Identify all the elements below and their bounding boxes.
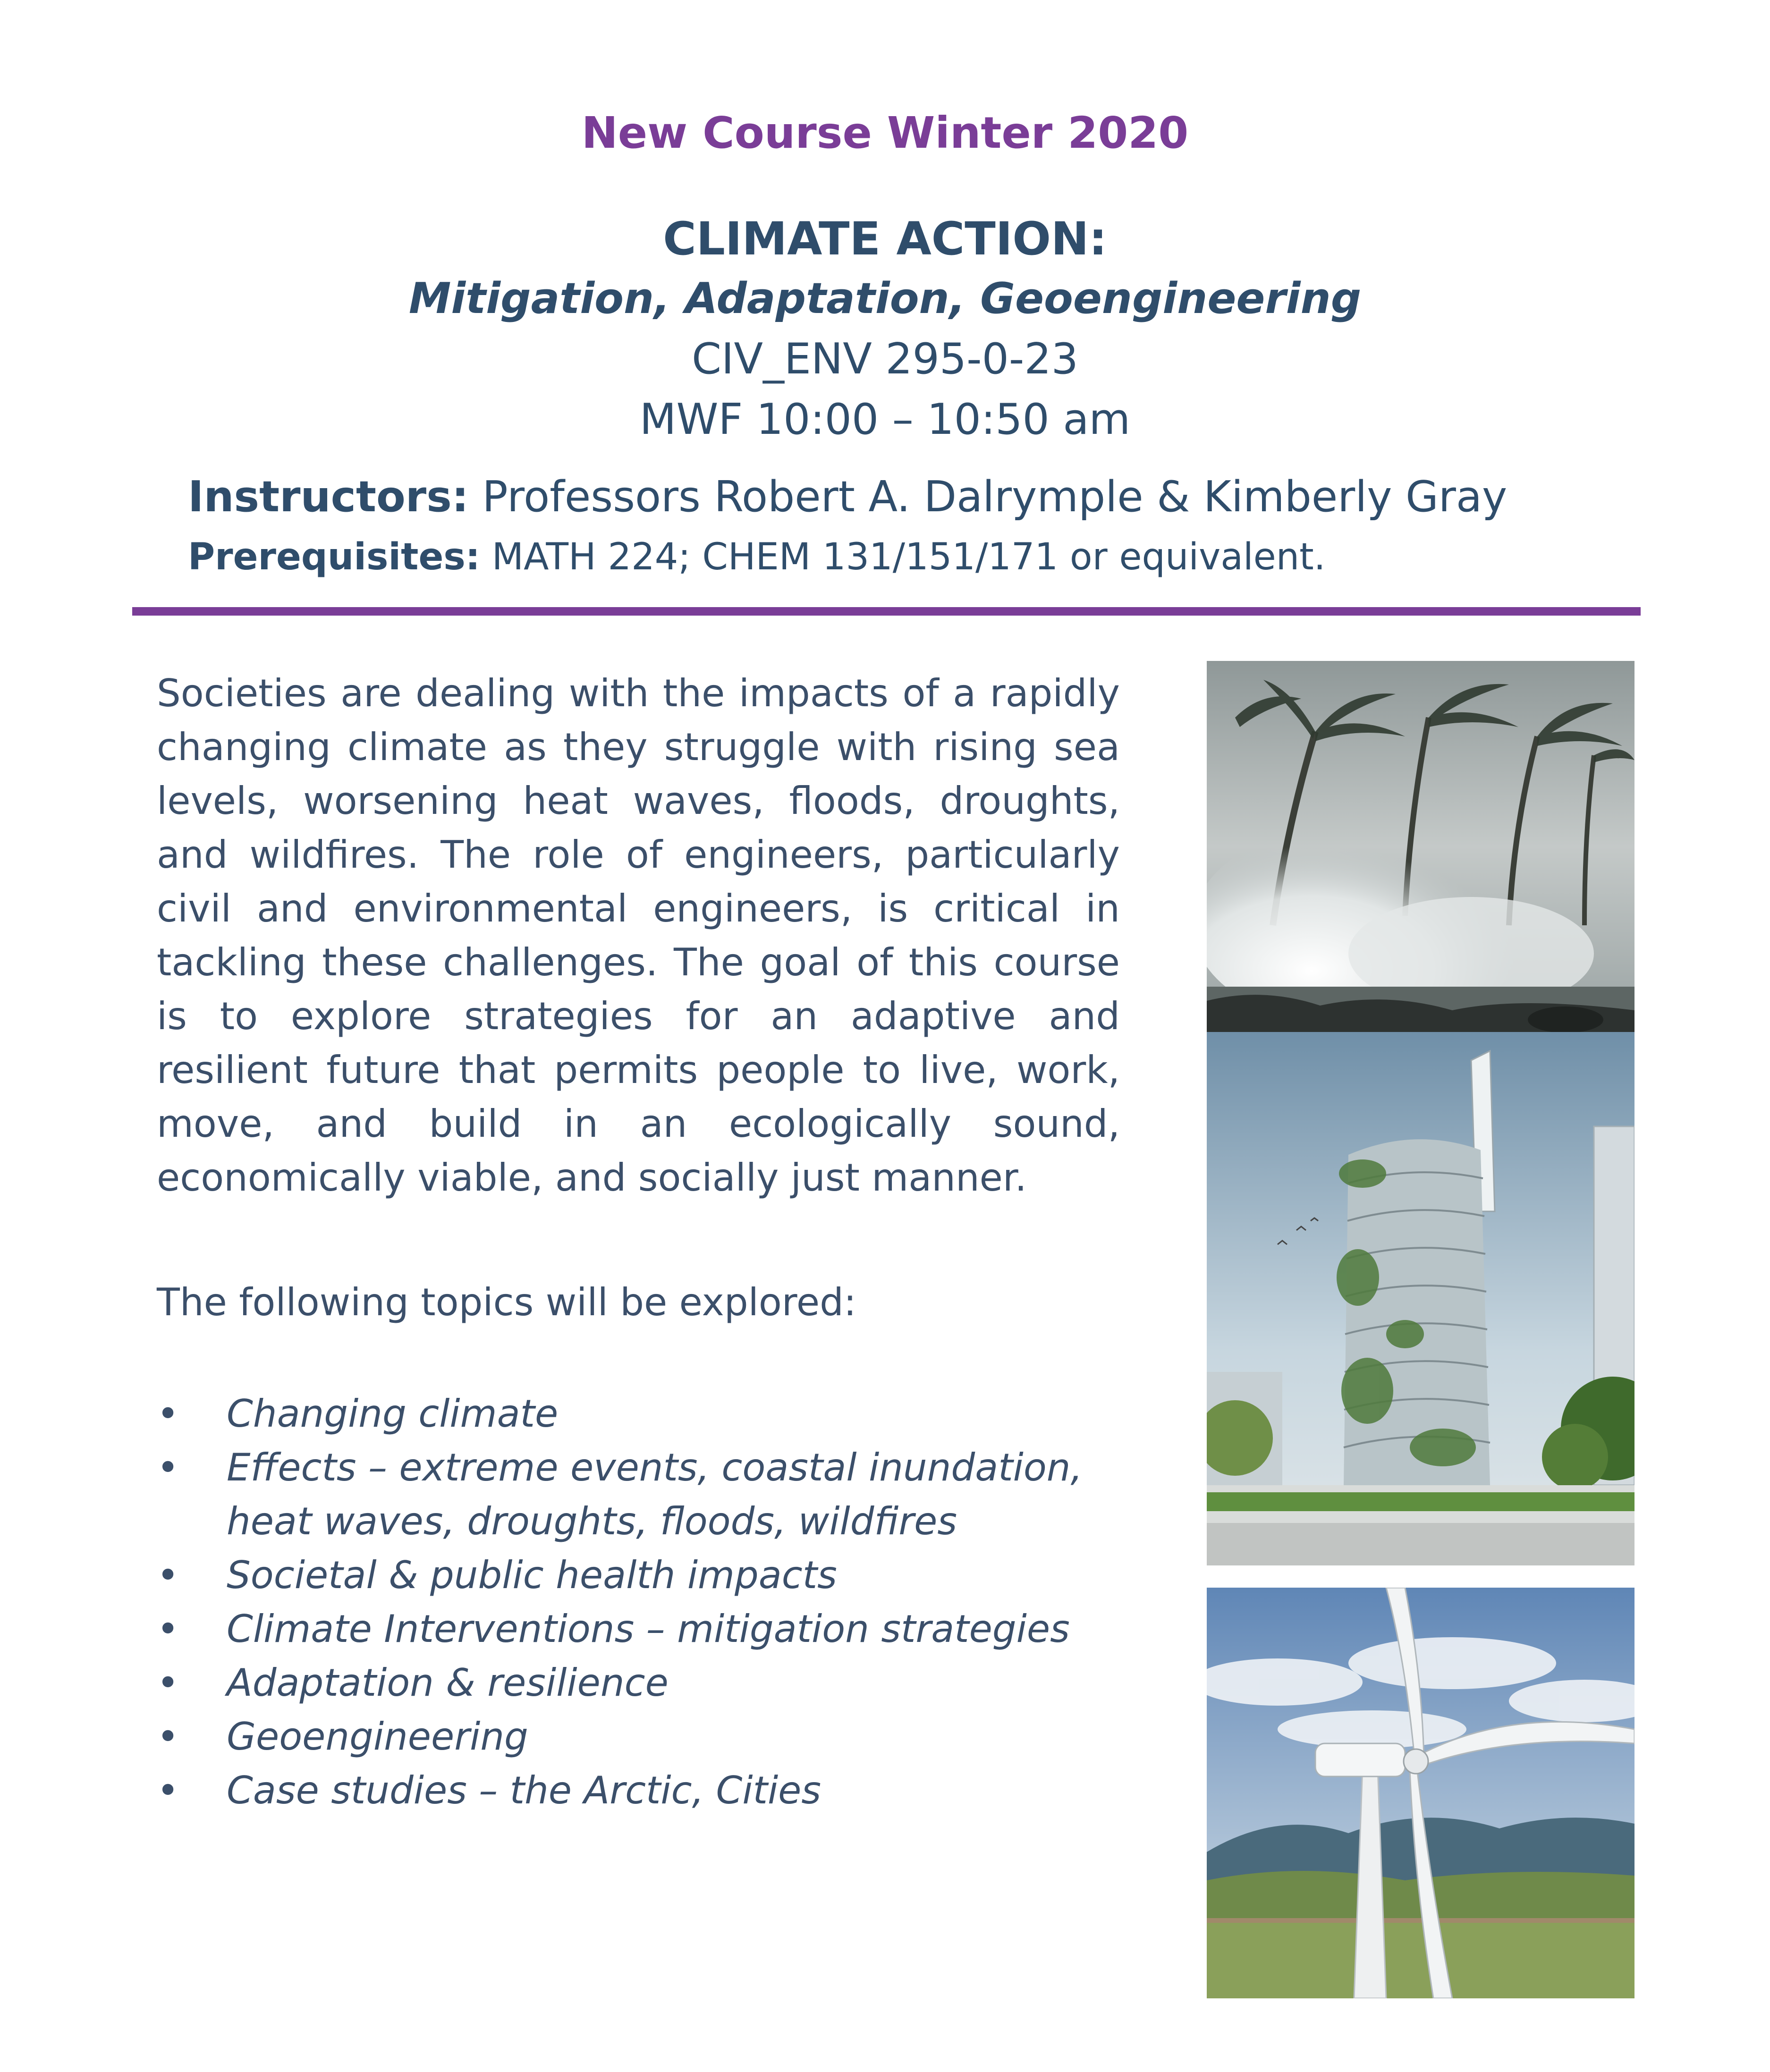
topic-item (157, 1441, 1129, 1548)
wind-turbine-photo (1207, 1588, 1634, 1998)
course-announcement: New Course Winter 2020 (581, 108, 1189, 158)
skyscraper-photo (1207, 1032, 1634, 1565)
skyscraper-image (1207, 1032, 1634, 1565)
topic-text: Case studies – the Arctic, Cities (227, 1768, 821, 1812)
bullet-icon: • (157, 1661, 179, 1705)
topic-text: Societal & public health impacts (227, 1553, 837, 1597)
storm-image (1207, 661, 1634, 1032)
storm-photo (1207, 661, 1634, 1032)
topic-item (157, 1764, 1129, 1818)
topic-item (157, 1656, 1129, 1710)
wind-turbine-image (1207, 1588, 1634, 1998)
bullet-icon: • (157, 1446, 179, 1489)
topics-intro: The following topics will be explored: (157, 1280, 856, 1324)
prerequisites-value: MATH 224; CHEM 131/151/171 or equivalent. (480, 536, 1326, 578)
course-description: Societies are dealing with the impacts of a rapidly changing climate as they struggle with rising sea levels, worsening heat waves, floods, droughts, and wildfires. The role of engineers, particularly civil and environmental engineers, is critical in tackling these challenges. The goal of this course is to explore strategies for an adaptive and resilient future that permits people to live, work, move, and build in an ecologically sound, economically viable, and socially just manner. (157, 671, 1120, 1200)
course-title: CLIMATE ACTION: (663, 212, 1107, 265)
bullet-icon: • (157, 1392, 179, 1436)
bullet-icon: • (157, 1715, 179, 1759)
section-divider (132, 607, 1641, 616)
topic-text: Effects – extreme events, coastal inundation, heat waves, droughts, floods, wildfires (227, 1446, 1083, 1543)
course-schedule: MWF 10:00 – 10:50 am (639, 395, 1131, 444)
topic-item (157, 1602, 1129, 1656)
bullet-icon: • (157, 1607, 179, 1651)
topic-text: Adaptation & resilience (227, 1661, 669, 1705)
topics-list (157, 1387, 1129, 1818)
topic-item (157, 1548, 1129, 1602)
topic-text: Climate Interventions – mitigation strategies (227, 1607, 1070, 1651)
topic-text: Changing climate (227, 1392, 559, 1436)
instructors-label: Instructors: (188, 472, 469, 522)
topic-item (157, 1710, 1129, 1764)
prerequisites-line (188, 536, 1326, 578)
prerequisites-label: Prerequisites: (188, 536, 480, 578)
course-code: CIV_ENV 295-0-23 (692, 334, 1078, 384)
instructors-value: Professors Robert A. Dalrymple & Kimberly Gray (468, 472, 1507, 522)
topic-text: Geoengineering (227, 1715, 528, 1759)
bullet-icon: • (157, 1553, 179, 1597)
topic-item (157, 1387, 1129, 1441)
course-subtitle: Mitigation, Adaptation, Geoengineering (408, 274, 1362, 323)
instructors-line (188, 472, 1507, 522)
bullet-icon: • (157, 1768, 179, 1812)
